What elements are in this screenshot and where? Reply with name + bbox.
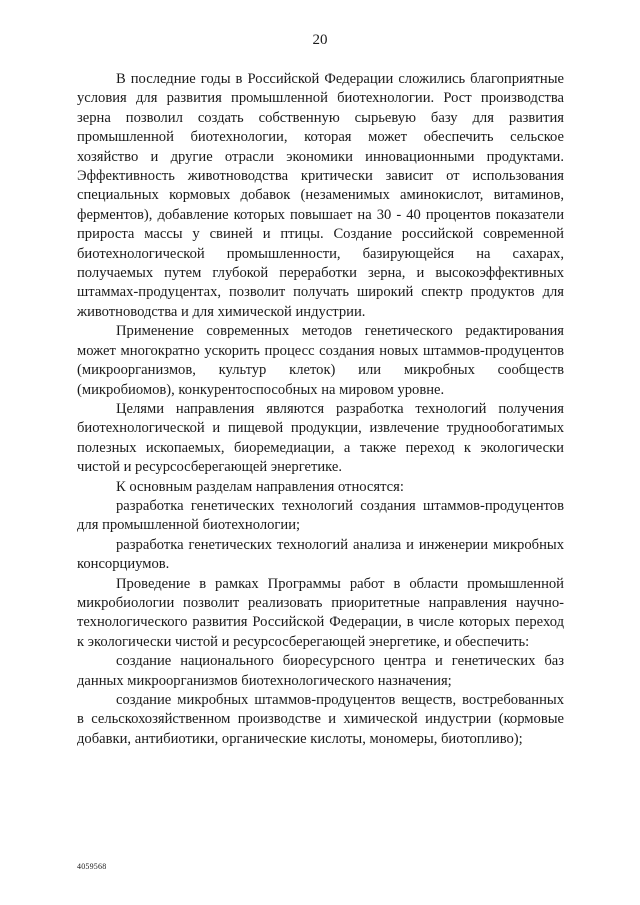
page-number: 20: [312, 32, 328, 48]
list-item-strain-technologies: разработка генетических технологий создания штаммов-продуцентов для промышленной биотехнологии;: [77, 497, 564, 534]
paragraph-genetic-editing: Применение современных методов генетического редактирования может многократно ускорить процесс создания новых штаммов-продуцентов (микроорганизмов, культур клеток) или микробных сообществ (микробиомов), конкурентоспособных на мировом уровне.: [77, 323, 564, 398]
paragraph-sections-heading: К основным разделам направления относятся:: [116, 478, 404, 495]
document-body: [77, 70, 564, 749]
paragraph-intro: В последние годы в Российской Федерации сложились благоприятные условия для развития промышленной биотехнологии. Рост производства зерна позволил создать собственную сырьевую базу для развития промышленной биотехнологии, которая может обеспечить сельское хозяйство и другие отрасли экономики инновационными продуктами. Эффективность животноводства критически зависит от использования специальных кормовых добавок (незаменимых аминокислот, витаминов, ферментов), добавление которых повышает на 30 - 40 процентов показатели прироста массы у свиней и птицы. Создание российской современной биотехнологической промышленности, базирующейся на сахарах, получаемых путем глубокой переработки зерна, и высокоэффективных штаммах-продуцентах, позволит получать широкий спектр продуктов для животноводства и для химической индустрии.: [77, 71, 564, 320]
paragraph-program-work: Проведение в рамках Программы работ в области промышленной микробиологии позволит реализовать приоритетные направления научно-технологического развития Российской Федерации, в числе которых переход к экологически чистой и ресурсосберегающей энергетике, и обеспечить:: [77, 575, 564, 650]
list-item-consortia-technologies: разработка генетических технологий анализа и инженерии микробных консорциумов.: [77, 536, 564, 573]
list-item-bioresource-center: создание национального биоресурсного центра и генетических баз данных микроорганизмов биотехнологического назначения;: [77, 653, 564, 689]
document-code: 4059568: [77, 862, 107, 871]
list-item-microbial-strains: создание микробных штаммов-продуцентов веществ, востребованных в сельскохозяйственном производстве и химической индустрии (кормовые добавки, антибиотики, органические кислоты, мономеры, биотопливо);: [77, 692, 564, 747]
paragraph-goals: Целями направления являются разработка технологий получения биотехнологической и пищевой продукции, извлечение труднообогатимых полезных ископаемых, биоремедиации, а также переход к экологически чистой и ресурсосберегающей энергетике.: [77, 400, 564, 476]
